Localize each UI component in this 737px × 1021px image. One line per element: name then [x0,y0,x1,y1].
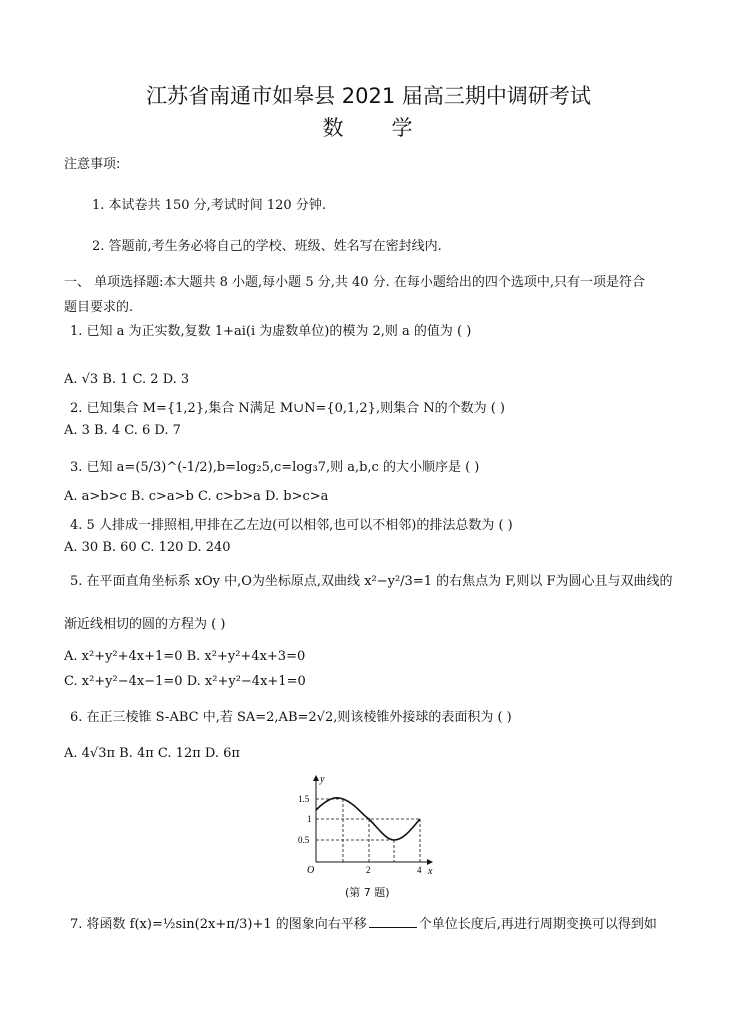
q7-stem-a: 7. 将函数 f(x)=½sin(2x+π/3)+1 的图象向右平移 [70,917,367,932]
q2-stem: 2. 已知集合 M={1,2},集合 N满足 M∪N={0,1,2},则集合 N的个数为 ( ) [70,401,505,416]
q7-stem-b: 个单位长度后,再进行周期变换可以得到如 [418,917,657,932]
q5-line2: 渐近线相切的圆的方程为 ( ) [64,617,226,632]
q5-options-cd: C. x²+y²−4x−1=0 D. x²+y²−4x+1=0 [64,674,306,689]
notice-heading: 注意事项: [64,157,121,172]
q6-stem: 6. 在正三棱锥 S-ABC 中,若 SA=2,AB=2√2,则该棱锥外接球的表面积为 ( ) [70,710,512,725]
section-heading-line1: 一、 单项选择题:本大题共 8 小题,每小题 5 分,共 40 分. 在每小题给出的四个选项中,只有一项是符合 [64,275,646,290]
q1-options: A. √3 B. 1 C. 2 D. 3 [64,372,190,387]
section-heading-line2: 题目要求的. [64,300,134,315]
x-axis-label: x [428,866,433,877]
subject-title: 数 学 [322,116,415,140]
q3-prefix: 3. 已知 [70,460,117,475]
y-axis-label: y [320,774,325,785]
x-tick-4: 4 [417,865,422,875]
guide-lines [316,799,420,862]
q3-expression: a=(5/3)^(-1/2),b=log₂5,c=log₃7,则 a,b,c 的大小顺序是 ( ) [116,460,480,475]
q3-stem [70,456,479,475]
x-tick-2: 2 [366,865,371,875]
notice-item-1: 1. 本试卷共 150 分,考试时间 120 分钟. [92,198,326,213]
y-tick-0-5: 0.5 [298,835,310,845]
q1-stem: 1. 已知 a 为正实数,复数 1+ai(i 为虚数单位)的模为 2,则 a 的值为 ( ) [70,324,472,339]
q7-figure [290,770,450,895]
q3-options: A. a>b>c B. c>a>b C. c>b>a D. b>c>a [64,489,329,504]
q2-options: A. 3 B. 4 C. 6 D. 7 [64,423,181,438]
y-tick-1-5: 1.5 [298,794,310,804]
q4-options: A. 30 B. 60 C. 120 D. 240 [64,540,231,555]
y-tick-1: 1 [307,814,312,824]
answer-blank [369,917,417,928]
origin-label: O [307,865,315,876]
q7-stem [70,913,657,932]
notice-item-2: 2. 答题前,考生务必将自己的学校、班级、姓名写在密封线内. [92,239,442,254]
exam-title: 江苏省南通市如皋县 2021 届高三期中调研考试 [146,84,591,108]
figure-caption: (第 7 题) [345,886,390,899]
q5-line1: 5. 在平面直角坐标系 xOy 中,O为坐标原点,双曲线 x²−y²/3=1 的右焦点为 F,则以 F为圆心且与双曲线的 [70,574,673,589]
q5-options-ab: A. x²+y²+4x+1=0 B. x²+y²+4x+3=0 [64,649,306,664]
q4-stem: 4. 5 人排成一排照相,甲排在乙左边(可以相邻,也可以不相邻)的排法总数为 ( ) [70,518,513,533]
q6-options: A. 4√3π B. 4π C. 12π D. 6π [64,746,240,761]
